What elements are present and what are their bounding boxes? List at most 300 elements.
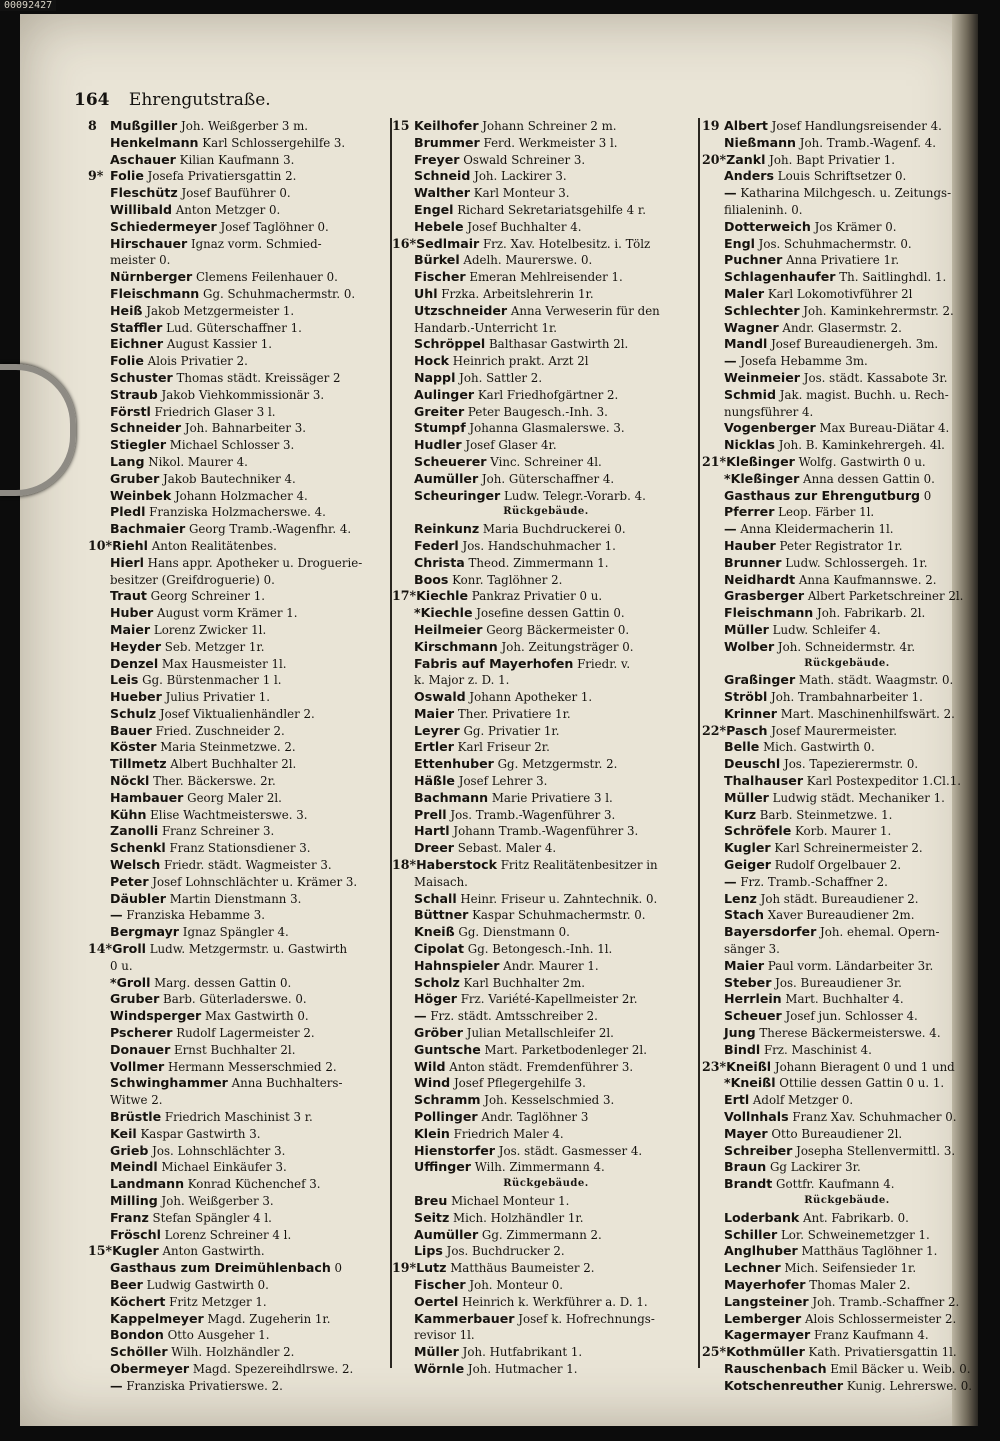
directory-entry [702,1042,978,1059]
directory-entry [392,891,700,908]
directory-entry [392,118,700,135]
resident-surname: Eichner [110,336,164,352]
resident-details: Anton Realitätenbes. [147,538,277,553]
directory-entry [702,672,978,689]
house-number: 20* [702,151,727,167]
resident-surname: Braun [724,1159,767,1175]
resident-surname: Albert [724,118,768,133]
resident-surname: Rauschenbach [724,1360,827,1376]
house-number: 16* [392,235,417,251]
directory-entry [88,588,392,605]
directory-entry [702,958,978,975]
resident-details: Ernst Buchhalter 2l. [170,1042,296,1057]
resident-details: Mart. Maschinenhilfswärt. 2. [776,706,955,721]
directory-entry [88,840,392,857]
resident-surname: Fischer [414,269,466,285]
directory-entry [88,168,392,185]
directory-entry [392,958,700,975]
resident-surname: Weinbek [110,487,172,503]
resident-details: Andr. Glasermstr. 2. [778,320,902,335]
resident-surname: Beer [110,1276,143,1292]
resident-details: Lud. Güterschaffner 1. [162,320,302,335]
directory-entry [392,991,700,1008]
directory-entry [702,488,978,505]
directory-entry [88,336,392,353]
resident-surname: Vollnhals [724,1109,789,1125]
resident-details: Lorenz Schreiner 4 l. [160,1227,292,1242]
directory-entry [88,1227,392,1244]
resident-details: Josef Pflegergehilfe 3. [450,1076,586,1091]
resident-details: Gg. Metzgermstr. 2. [493,757,618,772]
resident-details: Jos. Handschuhmacher 1. [458,538,616,553]
resident-surname: Kühn [110,806,147,822]
resident-details: Magd. Spezereihdlrswe. 2. [189,1361,354,1376]
resident-surname: Schöller [110,1344,168,1360]
resident-surname: Gasthaus zum Dreimühlenbach [110,1260,331,1276]
resident-surname: Hienstorfer [414,1142,495,1158]
resident-details: Michael Schlosser 3. [166,438,295,453]
resident-surname: Scheuerer [414,453,487,469]
resident-details: Joh. Monteur 0. [465,1277,564,1292]
resident-details: Math. städt. Waagmstr. 0. [795,673,954,688]
directory-entry [88,1193,392,1210]
resident-surname: Fleischmann [110,285,200,301]
resident-details: Elise Wachtmeisterswe. 3. [146,807,308,822]
resident-surname: Ertler [414,739,454,755]
resident-details: Thomas Maler 2. [805,1277,911,1292]
directory-entry [88,689,392,706]
directory-entry [392,790,700,807]
resident-surname: Kotschenreuther [724,1377,844,1393]
directory-entry [702,521,978,538]
resident-surname: Zankl [726,151,766,167]
directory-entry [392,1260,700,1277]
directory-entry [88,807,392,824]
resident-details: Joh. Schneidermstr. 4r. [774,639,916,654]
resident-details: Konr. Taglöhner 2. [448,572,563,587]
resident-details: Emil Bäcker u. Weib. 0. [826,1361,971,1376]
resident-details: Jos. Tapezierermstr. 0. [780,757,919,772]
directory-entry [392,773,700,790]
resident-details: Franziska Hebamme 3. [122,908,265,923]
directory-entry [702,907,978,924]
directory-entry [702,1126,978,1143]
directory-entry [88,219,392,236]
directory-entry [702,437,978,454]
directory-entry [392,1059,700,1076]
resident-details: Josef Bureaudienergeh. 3m. [767,337,939,352]
resident-details: Thomas städt. Kreissäger 2 [172,370,341,385]
resident-details: Frz. städt. Amtsschreiber 2. [426,1009,598,1024]
resident-details: Heinrich k. Werkführer a. D. 1. [458,1294,648,1309]
resident-details: Ignaz Spängler 4. [179,925,289,940]
resident-details: Clemens Feilenhauer 0. [192,270,338,285]
resident-surname: Schneid [414,168,471,184]
resident-surname: Wolber [724,638,775,654]
directory-entry [702,622,978,639]
resident-details: Marie Privatiere 3 l. [488,790,613,805]
resident-surname: Landmann [110,1176,185,1192]
resident-details: Ludwig städt. Mechaniker 1. [768,790,945,805]
resident-details: Josef Bauführer 0. [177,186,291,201]
directory-entry [702,135,978,152]
resident-details: Ottilie dessen Gattin 0 u. 1. [775,1076,945,1091]
resident-surname: Lenz [724,890,757,906]
directory-entry [702,1025,978,1042]
resident-details: Anna Verweserin für den [507,303,660,318]
resident-surname: Steber [724,974,772,990]
resident-details: Anna Buchhalters- [227,1076,343,1091]
resident-details: Ignaz vorm. Schmied- [187,236,322,251]
resident-details: Kaspar Schuhmachermstr. 0. [468,908,646,923]
resident-details: Xaver Bureaudiener 2m. [764,908,915,923]
directory-entry [392,924,700,941]
resident-surname: Fleischmann [724,605,814,621]
resident-details: Andr. Maurer 1. [499,958,599,973]
resident-details: Joh. Trambahnarbeiter 1. [767,690,923,705]
directory-entry [392,488,700,505]
resident-details: Joh. Bapt Privatier 1. [765,152,896,167]
resident-surname: Brüstle [110,1109,162,1125]
directory-entry [702,941,978,958]
resident-surname: Peter [110,873,149,889]
resident-surname: Riehl [112,537,148,553]
resident-details: Gg. Bürstenmacher 1 l. [138,673,282,688]
resident-details: Mart. Buchhalter 4. [781,992,904,1007]
directory-entry [88,152,392,169]
directory-entry [702,152,978,169]
directory-entry [88,420,392,437]
resident-details: Peter Registrator 1r. [775,538,903,553]
directory-entry [702,1109,978,1126]
resident-details: Alois Privatier 2. [143,354,248,369]
resident-surname: Häßle [414,773,455,789]
resident-details: Anna dessen Gattin 0. [799,471,935,486]
directory-entry [392,723,700,740]
resident-surname: Wind [414,1075,451,1091]
resident-surname: Weinmeier [724,369,800,385]
resident-details: Johann Tramb.-Wagenführer 3. [449,824,639,839]
resident-details: 0 [920,488,932,503]
column-3 [702,118,978,1395]
directory-entry [392,857,700,874]
resident-surname: Kneiß [414,924,455,940]
resident-details: Franziska Holzmacherswe. 4. [145,505,326,520]
resident-details: Josefa Hebamme 3m. [736,354,868,369]
resident-details: meister 0. [110,253,171,268]
directory-entry [702,975,978,992]
resident-details: Fritz Realitätenbesitzer in [496,858,658,873]
resident-details: Konrad Küchenchef 3. [184,1177,321,1192]
resident-surname: Kugler [112,1243,159,1259]
resident-details: Matthäus Baumeister 2. [446,1261,595,1276]
resident-details: Josef jun. Schlosser 4. [781,1009,918,1024]
resident-details: Adolf Metzger 0. [749,1093,854,1108]
resident-details: Fried. Zuschneider 2. [151,723,285,738]
resident-details: Joh. Bahnarbeiter 3. [181,421,307,436]
directory-entry [88,135,392,152]
directory-entry [88,118,392,135]
column-2 [392,118,700,1378]
resident-surname: Seitz [414,1209,450,1225]
resident-details: Joh. Tramb.-Schaffner 2. [808,1294,960,1309]
resident-details: Ther. Privatiere 1r. [454,706,571,721]
resident-surname: Sedlmair [416,235,480,251]
directory-entry [702,236,978,253]
resident-details: Franz Xav. Schuhmacher 0. [788,1110,957,1125]
resident-details: besitzer (Greifdroguerie) 0. [110,572,275,587]
resident-details: Frz. Tramb.-Schaffner 2. [736,874,888,889]
resident-details: Josef Maurermeister. [767,723,897,738]
resident-surname: Bayersdorfer [724,924,817,940]
directory-entry [88,252,392,269]
resident-details: Joh. Weißgerber 3 m. [177,119,309,133]
resident-surname: Hueber [110,689,162,705]
directory-entry [702,1075,978,1092]
resident-surname: Dreer [414,840,454,856]
page-header [74,90,271,110]
directory-entry [702,1378,978,1395]
resident-surname: Stach [724,907,765,923]
directory-entry [392,1327,700,1344]
resident-surname: Oswald [414,689,466,705]
resident-surname: Wörnle [414,1360,465,1376]
directory-entry [702,1159,978,1176]
directory-entry [702,336,978,353]
resident-surname: Greiter [414,403,465,419]
resident-surname: Gruber [110,470,160,486]
resident-details: Frz. Maschinist 4. [760,1042,872,1057]
resident-surname: Bondon [110,1327,164,1343]
directory-entry [702,504,978,521]
directory-entry [392,1311,700,1328]
resident-details: Marg. dessen Gattin 0. [150,975,292,990]
resident-surname: Reinkunz [414,521,480,537]
resident-details: Frz. Variété-Kapellmeister 2r. [456,992,638,1007]
resident-details: Paul vorm. Ländarbeiter 3r. [764,958,934,973]
resident-details: Albert Parketschreiner 2l. [804,589,964,604]
resident-surname: Schuster [110,369,173,385]
directory-entry [88,622,392,639]
directory-entry [88,874,392,891]
resident-surname: Grieb [110,1142,149,1158]
resident-details: Ludw. Metzgermstr. u. Gastwirth [145,942,348,957]
resident-details: Johanna Glasmalerswe. 3. [465,421,625,436]
resident-surname: Gröber [414,1025,463,1041]
resident-details: Leop. Färber 1l. [774,505,875,520]
directory-entry [392,756,700,773]
resident-details: Jakob Metzgermeister 1. [142,303,295,318]
resident-surname: Schlagenhaufer [724,269,836,285]
resident-details: Peter Baugesch.-Inh. 3. [464,404,608,419]
directory-entry [702,269,978,286]
resident-surname: *Kneißl [724,1075,776,1091]
resident-surname: Tillmetz [110,756,167,772]
resident-details: Ludw. Telegr.-Vorarb. 4. [500,488,646,503]
directory-entry [702,840,978,857]
resident-details: Anna Privatiere 1r. [782,253,900,268]
directory-entry [88,656,392,673]
resident-details: Michael Monteur 1. [447,1194,570,1208]
resident-surname: Welsch [110,857,161,873]
resident-details: Jos. Lohnschlächter 3. [148,1143,286,1158]
resident-details: Joh. Hutmacher 1. [464,1361,578,1376]
resident-surname: Anglhuber [724,1243,798,1259]
resident-surname: Huber [110,605,154,621]
resident-details: Jos. städt. Kassabote 3r. [800,370,948,385]
directory-entry [702,723,978,740]
resident-details: Gg. Dienstmann 0. [454,925,570,940]
resident-surname: Leis [110,672,139,688]
directory-entry [702,538,978,555]
directory-entry [392,572,700,589]
resident-surname: Aumüller [414,470,479,486]
resident-details: Theod. Zimmermann 1. [464,555,609,570]
resident-surname: Heyder [110,638,162,654]
house-number: 9* [88,168,104,184]
directory-entry [88,706,392,723]
resident-surname: Henkelmann [110,134,199,150]
directory-entry [88,739,392,756]
resident-surname: Kappelmeyer [110,1310,204,1326]
directory-entry [392,672,700,689]
directory-entry [392,1243,700,1260]
resident-details: Heinr. Friseur u. Zahntechnik. 0. [456,891,658,906]
resident-details: Ant. Fabrikarb. 0. [799,1210,909,1225]
directory-entry [702,454,978,471]
resident-surname: Schulz [110,705,157,721]
resident-details: Richard Sekretariatsgehilfe 4 r. [453,202,647,217]
resident-details: Anton Gastwirth. [158,1244,265,1259]
resident-surname: Kugler [724,840,771,856]
resident-details: Anna Kleidermacherin 1l. [736,522,894,537]
directory-entry [702,924,978,941]
resident-details: Josef Lohnschlächter u. Krämer 3. [148,874,358,889]
directory-entry [88,723,392,740]
directory-entry [392,1092,700,1109]
directory-entry [392,303,700,320]
resident-details: Jos. Schuhmachermstr. 0. [754,236,912,251]
resident-details: Frzka. Arbeitslehrerin 1r. [437,286,594,301]
resident-details: Ferd. Werkmeister 3 l. [479,135,618,150]
directory-entry [702,1143,978,1160]
resident-surname: Gruber [110,991,160,1007]
resident-surname: Straub [110,386,158,402]
resident-surname: Gasthaus zur Ehrengutburg [724,487,921,503]
resident-surname: Deuschl [724,756,781,772]
resident-details: Adelh. Maurerswe. 0. [459,253,593,268]
resident-details: Gottfr. Kaufmann 4. [772,1177,895,1192]
directory-entry [88,1311,392,1328]
directory-entry [392,941,700,958]
resident-surname: Krinner [724,705,777,721]
resident-surname: Scheuer [724,1008,782,1024]
resident-details: Ther. Bäckerswe. 2r. [149,774,276,789]
resident-surname: Schneider [110,420,182,436]
resident-surname: Schröppel [414,336,486,352]
directory-entry [392,236,700,253]
resident-surname: Hebele [414,218,464,234]
resident-surname: Nürnberger [110,269,193,285]
resident-details: Emeran Mehlreisender 1. [465,270,623,285]
directory-entry [88,672,392,689]
resident-details: Otto Ausgeher 1. [163,1328,270,1343]
directory-page [20,14,978,1426]
resident-surname: Brandt [724,1176,773,1192]
resident-details: Magd. Zugeherin 1r. [203,1311,331,1326]
directory-entry [88,1075,392,1092]
directory-entry [392,538,700,555]
directory-entry [702,185,978,202]
resident-details: Gg. Zimmermann 2. [478,1227,602,1242]
resident-surname: Engl [724,235,755,251]
resident-surname: Breu [414,1193,448,1208]
house-number: 8 [88,118,97,133]
resident-details: Kath. Privatiersgattin 1l. [804,1345,957,1360]
resident-details: Josef Handlungsreisender 4. [767,119,942,133]
resident-surname: Lips [414,1243,443,1259]
resident-surname: Kurz [724,806,757,822]
directory-entry [702,202,978,219]
resident-surname: Keil [110,1125,137,1141]
directory-entry [392,387,700,404]
directory-entry [88,958,392,975]
resident-surname: Neidhardt [724,571,796,587]
directory-entry [392,1109,700,1126]
resident-details: Lorenz Zwicker 1l. [150,622,267,637]
directory-entry [88,1008,392,1025]
directory-entry [88,857,392,874]
resident-surname: Bachmann [414,789,489,805]
resident-surname: Müller [724,789,769,805]
column-1 [88,118,392,1395]
resident-details: Jakob Bautechniker 4. [159,471,296,486]
directory-entry [702,1294,978,1311]
resident-details: Th. Saitlinghdl. 1. [835,270,947,285]
resident-surname: Boos [414,571,449,587]
resident-details: Maisach. [414,874,468,889]
resident-details: Friedrich Glaser 3 l. [150,404,276,419]
resident-surname: Freyer [414,151,460,167]
section-heading: Rückgebäude. [804,1195,890,1206]
resident-details: Katharina Milchgesch. u. Zeitungs- [736,186,952,201]
directory-entry [88,454,392,471]
resident-surname: Schröfele [724,823,792,839]
resident-surname: Obermeyer [110,1360,190,1376]
resident-surname: Staffler [110,319,163,335]
resident-details: Frz. Xav. Hotelbesitz. i. Tölz [479,236,651,251]
resident-details: Witwe 2. [110,1093,163,1108]
resident-details: Joh. Tramb.-Wagenf. 4. [796,135,937,150]
resident-details: Max Gastwirth 0. [201,1009,309,1024]
resident-surname: Haberstock [416,857,497,873]
directory-entry [88,1059,392,1076]
directory-entry [702,1243,978,1260]
directory-entry [702,605,978,622]
resident-surname: Stumpf [414,420,466,436]
directory-entry [702,219,978,236]
directory-entry [702,991,978,1008]
directory-entry [392,656,700,673]
directory-entry [392,286,700,303]
resident-surname: Pscherer [110,1025,173,1041]
directory-entry [702,874,978,891]
resident-details: 0 u. [110,958,133,973]
directory-entry [702,739,978,756]
resident-surname: Ertl [724,1092,750,1108]
resident-surname: Mußgiller [110,118,178,133]
resident-surname: Federl [414,537,459,553]
